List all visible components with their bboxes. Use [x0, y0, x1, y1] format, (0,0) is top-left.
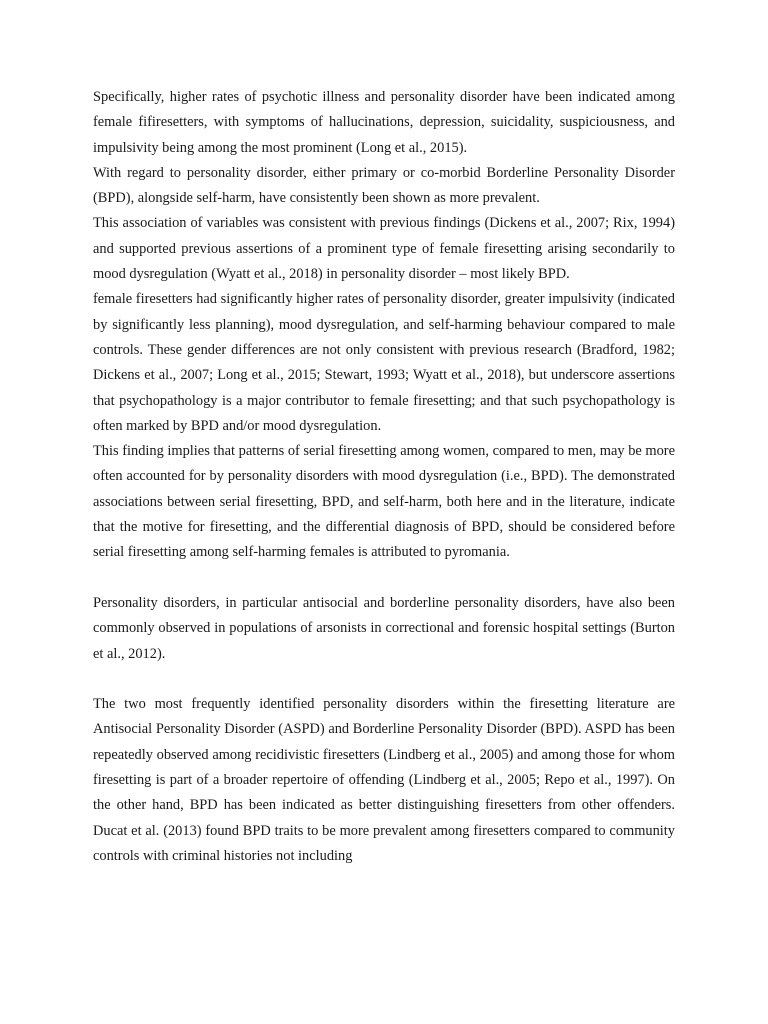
paragraph-spacer [93, 667, 675, 692]
paragraph-antisocial-borderline: Personality disorders, in particular antisocial and borderline personality disorders, have also been commonly observed in populations of arsonists in correctional and forensic hospital settings (Burton et al., 2012). [93, 594, 675, 662]
paragraph-bpd-self-harm: With regard to personality disorder, either primary or co-morbid Borderline Personality Disorder (BPD), alongside self-harm, have consistently been shown as more prevalent. [93, 164, 675, 207]
paragraph-gender-differences: female firesetters had significantly higher rates of personality disorder, greater impulsivity (indicated by significantly less planning), mood dysregulation, and self-harming behaviour compared to male controls. These gender differences are not only consistent with previous research (Bradford, 1982; Dickens et al., 2007; Long et al., 2015; Stewart, 1993; Wyatt et al., 2018), but underscore assertions that psychopathology is a major contributor to female firesetting; and that such psychopathology is often marked by BPD and/or mood dysregulation. [93, 291, 675, 434]
paragraph-serial-firesetting: This finding implies that patterns of serial firesetting among women, compared to men, may be more often accounted for by personality disorders with mood dysregulation (i.e., BPD). The demonstrated associations between serial firesetting, BPD, and self-harm, both here and in the literature, indicate that the motive for firesetting, and the differential diagnosis of BPD, should be considered before serial firesetting among self-harming females is attributed to pyromania. [93, 443, 675, 561]
paragraph-aspd-bpd: The two most frequently identified personality disorders within the firesetting literature are Antisocial Personality Disorder (ASPD) and Borderline Personality Disorder (BPD). ASPD has been repeatedly observed among recidivistic firesetters (Lindberg et al., 2005) and among those for whom firesetting is part of a broader repertoire of offending (Lindberg et al., 2005; Repo et al., 1997). On the other hand, BPD has been indicated as better distinguishing firesetters from other offenders. Ducat et al. (2013) found BPD traits to be more prevalent among firesetters compared to community controls with criminal histories not including [93, 696, 675, 864]
paragraph-female-psychotic-illness: Specifically, higher rates of psychotic illness and personality disorder have been indicated among female fifiresetters, with symptoms of hallucinations, depression, suicidality, suspiciousness, and impulsivity being among the most prominent (Long et al., 2015). [93, 89, 675, 156]
document-body [93, 85, 675, 869]
paragraph-association-variables: This association of variables was consistent with previous findings (Dickens et al., 2007; Rix, 1994) and supported previous assertions of a prominent type of female firesetting arising secondarily to mood dysregulation (Wyatt et al., 2018) in personality disorder – most likely BPD. [93, 215, 675, 283]
paragraph-spacer [93, 566, 675, 591]
